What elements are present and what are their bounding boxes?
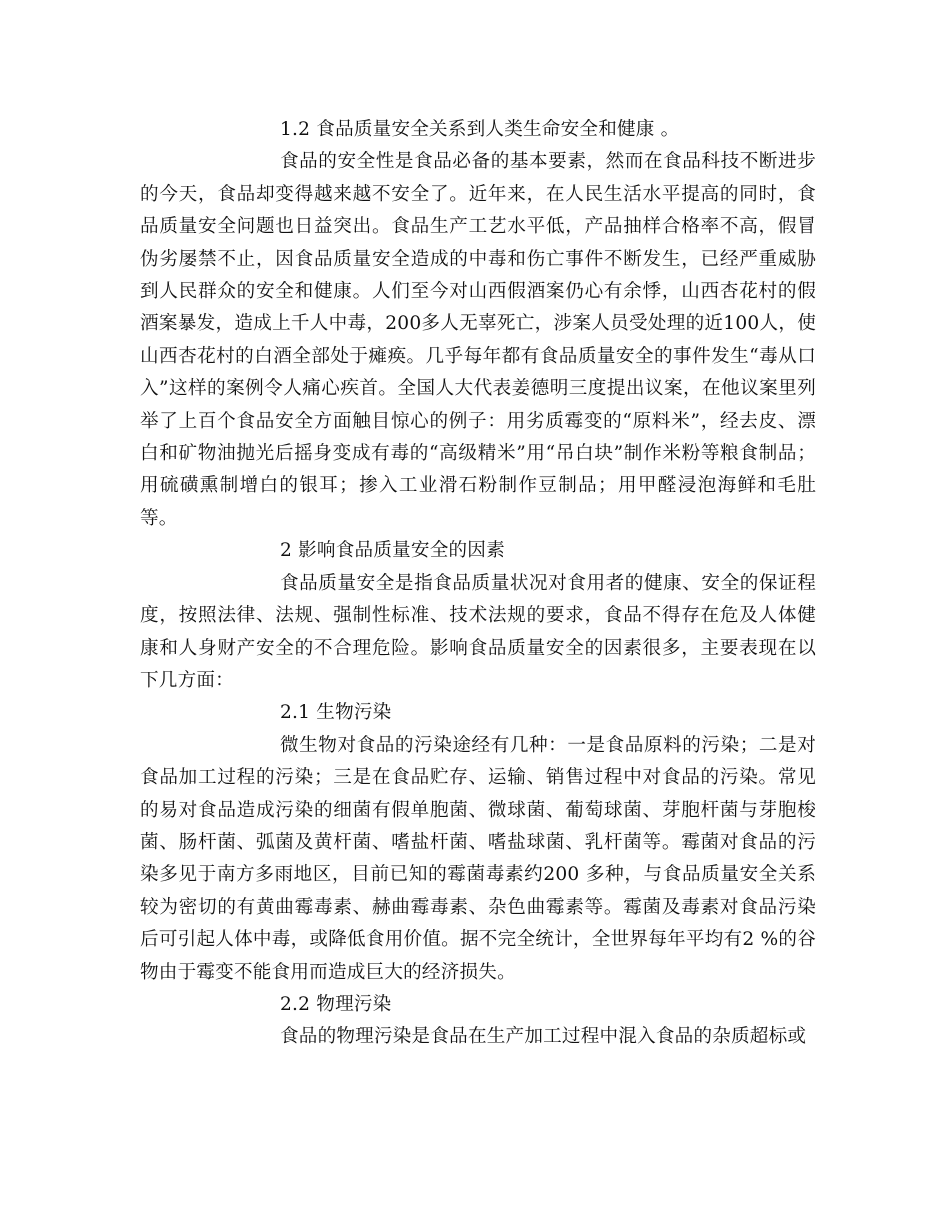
- body-paragraph: 食品的物理污染是食品在生产加工过程中混入食品的杂质超标或: [280, 1026, 807, 1048]
- section-heading: 2.1 生物污染: [280, 702, 392, 724]
- section-heading: 2.2 物理污染: [280, 993, 392, 1015]
- section-heading: 1.2 食品质量安全关系到人类生命安全和健康 。: [280, 119, 680, 140]
- body-paragraph: 食品质量安全是指食品质量状况对食用者的健康、安全的保证程度，按照法律、法规、强制性标准、技术法规的要求，食品不得存在危及人体健康和人身财产安全的不合理危险。影响食品质量安全的因素很多，主要表现在以下几方面：: [140, 572, 816, 691]
- document-body: [140, 114, 816, 1054]
- body-paragraph: 微生物对食品的污染途经有几种：一是食品原料的污染；二是对食品加工过程的污染；三是在食品贮存、运输、销售过程中对食品的污染。常见的易对食品造成污染的细菌有假单胞菌、微球菌、葡萄球菌、芽胞杆菌与芽胞梭菌、肠杆菌、弧菌及黄杆菌、嗜盐杆菌、嗜盐球菌、乳杆菌等。霉菌对食品的污染多见于南方多雨地区，目前已知的霉菌毒素约200 多种，与食品质量安全关系较为密切的有黄曲霉毒素、赫曲霉毒素、杂色曲霉素等。霉菌及毒素对食品污染后可引起人体中毒，或降低食用价值。据不完全统计，全世界每年平均有2 %的谷物由于霉变不能食用而造成巨大的经济损失。: [140, 734, 816, 983]
- section-heading: 2 影响食品质量安全的因素: [280, 540, 505, 562]
- body-paragraph: 食品的安全性是食品必备的基本要素，然而在食品科技不断进步的今天，食品却变得越来越不安全了。近年来，在人民生活水平提高的同时，食品质量安全问题也日益突出。食品生产工艺水平低，产品抽样合格率不高，假冒伪劣屡禁不止，因食品质量安全造成的中毒和伤亡事件不断发生，已经严重威胁到人民群众的安全和健康。人们至今对山西假酒案仍心有余悸，山西杏花村的假酒案暴发，造成上千人中毒，200多人无辜死亡，涉案人员受处理的近100人，使山西杏花村的白酒全部处于瘫痪。几乎每年都有食品质量安全的事件发生“毒从口入”这样的案例令人痛心疾首。全国人大代表姜德明三度提出议案，在他议案里列举了上百个食品安全方面触目惊心的例子：用劣质霉变的“原料米”，经去皮、漂白和矿物油抛光后摇身变成有毒的“高级精米”用“吊白块”制作米粉等粮食制品；用硫磺熏制增白的银耳；掺入工业滑石粉制作豆制品；用甲醛浸泡海鲜和毛肚等。: [140, 151, 816, 529]
